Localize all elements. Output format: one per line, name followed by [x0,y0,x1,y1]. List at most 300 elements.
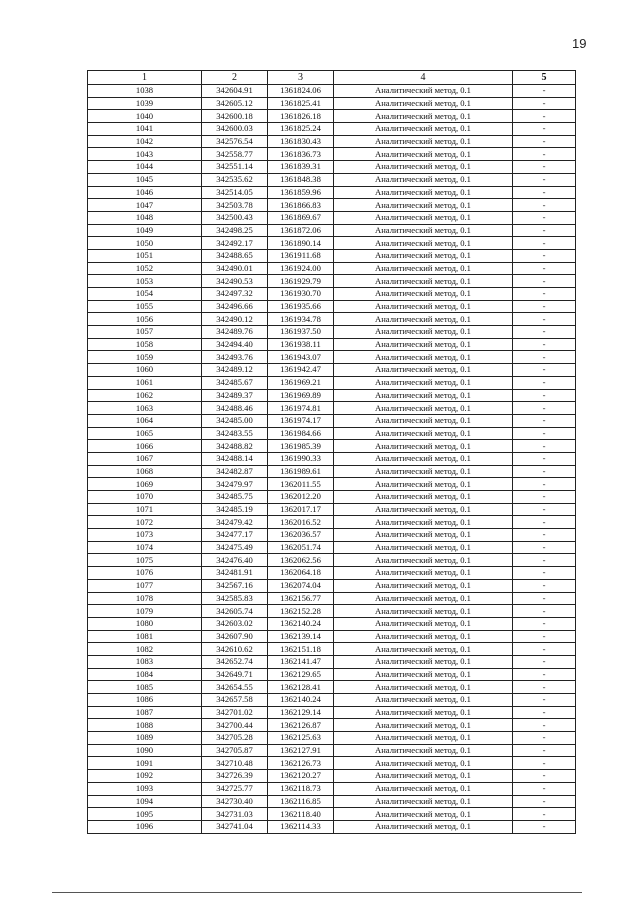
note-cell: - [513,668,576,681]
x-coordinate-cell: 342500.43 [202,211,268,224]
y-coordinate-cell: 1361934.78 [268,313,334,326]
method-cell: Аналитический метод, 0.1 [334,161,513,174]
table-row [88,782,576,795]
point-number-cell: 1092 [88,770,202,783]
x-coordinate-cell: 342604.91 [202,85,268,98]
table-row [88,465,576,478]
note-cell: - [513,440,576,453]
x-coordinate-cell: 342488.46 [202,402,268,415]
table-row [88,643,576,656]
method-cell: Аналитический метод, 0.1 [334,668,513,681]
y-coordinate-cell: 1362118.40 [268,808,334,821]
table-row [88,427,576,440]
method-cell: Аналитический метод, 0.1 [334,541,513,554]
method-cell: Аналитический метод, 0.1 [334,478,513,491]
point-number-cell: 1083 [88,655,202,668]
y-coordinate-cell: 1362011.55 [268,478,334,491]
note-cell: - [513,364,576,377]
x-coordinate-cell: 342558.77 [202,148,268,161]
point-number-cell: 1051 [88,249,202,262]
method-cell: Аналитический метод, 0.1 [334,288,513,301]
x-coordinate-cell: 342475.49 [202,541,268,554]
method-cell: Аналитический метод, 0.1 [334,237,513,250]
table-row [88,744,576,757]
point-number-cell: 1095 [88,808,202,821]
point-number-cell: 1052 [88,262,202,275]
table-row [88,694,576,707]
point-number-cell: 1088 [88,719,202,732]
note-cell: - [513,275,576,288]
table-row [88,338,576,351]
x-coordinate-cell: 342605.12 [202,97,268,110]
note-cell: - [513,288,576,301]
note-cell: - [513,782,576,795]
x-coordinate-cell: 342551.14 [202,161,268,174]
x-coordinate-cell: 342485.75 [202,491,268,504]
point-number-cell: 1093 [88,782,202,795]
y-coordinate-cell: 1361935.66 [268,300,334,313]
table-row [88,135,576,148]
method-cell: Аналитический метод, 0.1 [334,414,513,427]
y-coordinate-cell: 1361937.50 [268,326,334,339]
note-cell: - [513,732,576,745]
table-row [88,326,576,339]
note-cell: - [513,820,576,833]
method-cell: Аналитический метод, 0.1 [334,744,513,757]
point-number-cell: 1056 [88,313,202,326]
y-coordinate-cell: 1361824.06 [268,85,334,98]
note-cell: - [513,770,576,783]
table-row [88,605,576,618]
table-row [88,211,576,224]
point-number-cell: 1074 [88,541,202,554]
x-coordinate-cell: 342485.67 [202,376,268,389]
table-row [88,592,576,605]
y-coordinate-cell: 1362151.18 [268,643,334,656]
method-cell: Аналитический метод, 0.1 [334,148,513,161]
table-row [88,249,576,262]
x-coordinate-cell: 342654.55 [202,681,268,694]
x-coordinate-cell: 342700.44 [202,719,268,732]
note-cell: - [513,503,576,516]
method-cell: Аналитический метод, 0.1 [334,300,513,313]
note-cell: - [513,389,576,402]
table-row [88,529,576,542]
method-cell: Аналитический метод, 0.1 [334,820,513,833]
point-number-cell: 1061 [88,376,202,389]
y-coordinate-cell: 1362140.24 [268,617,334,630]
note-cell: - [513,110,576,123]
y-coordinate-cell: 1361969.89 [268,389,334,402]
method-cell: Аналитический метод, 0.1 [334,97,513,110]
note-cell: - [513,161,576,174]
table-row [88,770,576,783]
y-coordinate-cell: 1361924.00 [268,262,334,275]
point-number-cell: 1089 [88,732,202,745]
y-coordinate-cell: 1361974.81 [268,402,334,415]
point-number-cell: 1049 [88,224,202,237]
point-number-cell: 1068 [88,465,202,478]
note-cell: - [513,262,576,275]
point-number-cell: 1053 [88,275,202,288]
x-coordinate-cell: 342498.25 [202,224,268,237]
table-row [88,681,576,694]
method-cell: Аналитический метод, 0.1 [334,364,513,377]
y-coordinate-cell: 1361990.33 [268,452,334,465]
note-cell: - [513,199,576,212]
point-number-cell: 1090 [88,744,202,757]
x-coordinate-cell: 342496.66 [202,300,268,313]
table-row [88,199,576,212]
note-cell: - [513,97,576,110]
y-coordinate-cell: 1362129.65 [268,668,334,681]
header-col-5: 5 [513,71,576,85]
table-row [88,554,576,567]
table-row [88,808,576,821]
method-cell: Аналитический метод, 0.1 [334,452,513,465]
point-number-cell: 1045 [88,173,202,186]
table-row [88,262,576,275]
x-coordinate-cell: 342497.32 [202,288,268,301]
point-number-cell: 1054 [88,288,202,301]
point-number-cell: 1044 [88,161,202,174]
x-coordinate-cell: 342490.12 [202,313,268,326]
x-coordinate-cell: 342535.62 [202,173,268,186]
point-number-cell: 1080 [88,617,202,630]
point-number-cell: 1096 [88,820,202,833]
x-coordinate-cell: 342605.74 [202,605,268,618]
method-cell: Аналитический метод, 0.1 [334,440,513,453]
y-coordinate-cell: 1362074.04 [268,579,334,592]
x-coordinate-cell: 342490.01 [202,262,268,275]
note-cell: - [513,313,576,326]
table-row [88,85,576,98]
y-coordinate-cell: 1361930.70 [268,288,334,301]
y-coordinate-cell: 1362016.52 [268,516,334,529]
y-coordinate-cell: 1361938.11 [268,338,334,351]
x-coordinate-cell: 342600.18 [202,110,268,123]
y-coordinate-cell: 1361985.39 [268,440,334,453]
x-coordinate-cell: 342603.02 [202,617,268,630]
x-coordinate-cell: 342493.76 [202,351,268,364]
y-coordinate-cell: 1362139.14 [268,630,334,643]
note-cell: - [513,592,576,605]
y-coordinate-cell: 1362156.77 [268,592,334,605]
point-number-cell: 1069 [88,478,202,491]
point-number-cell: 1047 [88,199,202,212]
point-number-cell: 1073 [88,529,202,542]
y-coordinate-cell: 1362017.17 [268,503,334,516]
note-cell: - [513,795,576,808]
table-row [88,795,576,808]
table-row [88,757,576,770]
y-coordinate-cell: 1362012.20 [268,491,334,504]
note-cell: - [513,211,576,224]
point-number-cell: 1077 [88,579,202,592]
point-number-cell: 1063 [88,402,202,415]
table-header-row [88,71,576,85]
x-coordinate-cell: 342725.77 [202,782,268,795]
note-cell: - [513,300,576,313]
method-cell: Аналитический метод, 0.1 [334,402,513,415]
header-col-1: 1 [88,71,202,85]
y-coordinate-cell: 1361890.14 [268,237,334,250]
note-cell: - [513,643,576,656]
x-coordinate-cell: 342485.00 [202,414,268,427]
note-cell: - [513,694,576,707]
x-coordinate-cell: 342494.40 [202,338,268,351]
y-coordinate-cell: 1361984.66 [268,427,334,440]
x-coordinate-cell: 342488.14 [202,452,268,465]
note-cell: - [513,338,576,351]
point-number-cell: 1065 [88,427,202,440]
note-cell: - [513,554,576,567]
note-cell: - [513,757,576,770]
method-cell: Аналитический метод, 0.1 [334,579,513,592]
point-number-cell: 1064 [88,414,202,427]
y-coordinate-cell: 1361826.18 [268,110,334,123]
table-row [88,313,576,326]
coordinates-table [87,70,576,834]
note-cell: - [513,85,576,98]
table-row [88,376,576,389]
header-col-2: 2 [202,71,268,85]
x-coordinate-cell: 342479.97 [202,478,268,491]
method-cell: Аналитический метод, 0.1 [334,465,513,478]
point-number-cell: 1084 [88,668,202,681]
method-cell: Аналитический метод, 0.1 [334,262,513,275]
y-coordinate-cell: 1362141.47 [268,655,334,668]
table-row [88,452,576,465]
note-cell: - [513,744,576,757]
note-cell: - [513,376,576,389]
method-cell: Аналитический метод, 0.1 [334,782,513,795]
table-row [88,161,576,174]
note-cell: - [513,605,576,618]
point-number-cell: 1060 [88,364,202,377]
method-cell: Аналитический метод, 0.1 [334,643,513,656]
point-number-cell: 1041 [88,123,202,136]
method-cell: Аналитический метод, 0.1 [334,694,513,707]
note-cell: - [513,808,576,821]
note-cell: - [513,579,576,592]
point-number-cell: 1081 [88,630,202,643]
x-coordinate-cell: 342483.55 [202,427,268,440]
y-coordinate-cell: 1361866.83 [268,199,334,212]
x-coordinate-cell: 342488.82 [202,440,268,453]
method-cell: Аналитический метод, 0.1 [334,554,513,567]
table-row [88,389,576,402]
method-cell: Аналитический метод, 0.1 [334,186,513,199]
y-coordinate-cell: 1362126.87 [268,719,334,732]
point-number-cell: 1059 [88,351,202,364]
table-row [88,516,576,529]
table-row [88,567,576,580]
table-row [88,719,576,732]
method-cell: Аналитический метод, 0.1 [334,808,513,821]
note-cell: - [513,148,576,161]
x-coordinate-cell: 342476.40 [202,554,268,567]
note-cell: - [513,249,576,262]
point-number-cell: 1050 [88,237,202,250]
y-coordinate-cell: 1362140.24 [268,694,334,707]
y-coordinate-cell: 1361836.73 [268,148,334,161]
note-cell: - [513,681,576,694]
table-row [88,478,576,491]
note-cell: - [513,427,576,440]
y-coordinate-cell: 1362062.56 [268,554,334,567]
note-cell: - [513,326,576,339]
y-coordinate-cell: 1361929.79 [268,275,334,288]
note-cell: - [513,529,576,542]
note-cell: - [513,173,576,186]
table-row [88,440,576,453]
point-number-cell: 1085 [88,681,202,694]
y-coordinate-cell: 1361830.43 [268,135,334,148]
x-coordinate-cell: 342607.90 [202,630,268,643]
y-coordinate-cell: 1361848.38 [268,173,334,186]
y-coordinate-cell: 1361839.31 [268,161,334,174]
x-coordinate-cell: 342489.12 [202,364,268,377]
note-cell: - [513,541,576,554]
y-coordinate-cell: 1361989.61 [268,465,334,478]
method-cell: Аналитический метод, 0.1 [334,313,513,326]
x-coordinate-cell: 342485.19 [202,503,268,516]
note-cell: - [513,135,576,148]
point-number-cell: 1067 [88,452,202,465]
y-coordinate-cell: 1362064.18 [268,567,334,580]
note-cell: - [513,655,576,668]
table-row [88,364,576,377]
note-cell: - [513,706,576,719]
x-coordinate-cell: 342481.91 [202,567,268,580]
note-cell: - [513,452,576,465]
note-cell: - [513,465,576,478]
y-coordinate-cell: 1361943.07 [268,351,334,364]
x-coordinate-cell: 342710.48 [202,757,268,770]
footer-rule [52,892,582,893]
y-coordinate-cell: 1362114.33 [268,820,334,833]
method-cell: Аналитический метод, 0.1 [334,224,513,237]
y-coordinate-cell: 1361869.67 [268,211,334,224]
method-cell: Аналитический метод, 0.1 [334,719,513,732]
x-coordinate-cell: 342488.65 [202,249,268,262]
y-coordinate-cell: 1362036.57 [268,529,334,542]
x-coordinate-cell: 342730.40 [202,795,268,808]
note-cell: - [513,630,576,643]
table-body [88,85,576,834]
y-coordinate-cell: 1361825.24 [268,123,334,136]
point-number-cell: 1048 [88,211,202,224]
point-number-cell: 1087 [88,706,202,719]
table-row [88,491,576,504]
method-cell: Аналитический метод, 0.1 [334,123,513,136]
table-row [88,655,576,668]
x-coordinate-cell: 342701.02 [202,706,268,719]
table-row [88,579,576,592]
note-cell: - [513,567,576,580]
x-coordinate-cell: 342567.16 [202,579,268,592]
y-coordinate-cell: 1361974.17 [268,414,334,427]
y-coordinate-cell: 1362116.85 [268,795,334,808]
note-cell: - [513,123,576,136]
method-cell: Аналитический метод, 0.1 [334,275,513,288]
method-cell: Аналитический метод, 0.1 [334,770,513,783]
table-row [88,617,576,630]
table-row [88,237,576,250]
table-row [88,186,576,199]
table-row [88,224,576,237]
point-number-cell: 1040 [88,110,202,123]
point-number-cell: 1039 [88,97,202,110]
note-cell: - [513,351,576,364]
note-cell: - [513,414,576,427]
note-cell: - [513,719,576,732]
method-cell: Аналитический метод, 0.1 [334,199,513,212]
x-coordinate-cell: 342503.78 [202,199,268,212]
method-cell: Аналитический метод, 0.1 [334,135,513,148]
point-number-cell: 1076 [88,567,202,580]
note-cell: - [513,491,576,504]
point-number-cell: 1094 [88,795,202,808]
x-coordinate-cell: 342726.39 [202,770,268,783]
y-coordinate-cell: 1361969.21 [268,376,334,389]
table-row [88,351,576,364]
method-cell: Аналитический метод, 0.1 [334,732,513,745]
method-cell: Аналитический метод, 0.1 [334,211,513,224]
x-coordinate-cell: 342482.87 [202,465,268,478]
method-cell: Аналитический метод, 0.1 [334,338,513,351]
table-row [88,630,576,643]
method-cell: Аналитический метод, 0.1 [334,757,513,770]
table-row [88,300,576,313]
x-coordinate-cell: 342479.42 [202,516,268,529]
table-row [88,110,576,123]
header-col-4: 4 [334,71,513,85]
y-coordinate-cell: 1361872.06 [268,224,334,237]
x-coordinate-cell: 342492.17 [202,237,268,250]
note-cell: - [513,186,576,199]
table-row [88,97,576,110]
method-cell: Аналитический метод, 0.1 [334,516,513,529]
x-coordinate-cell: 342600.03 [202,123,268,136]
y-coordinate-cell: 1361859.96 [268,186,334,199]
table-row [88,541,576,554]
method-cell: Аналитический метод, 0.1 [334,706,513,719]
table-row [88,668,576,681]
method-cell: Аналитический метод, 0.1 [334,110,513,123]
y-coordinate-cell: 1361911.68 [268,249,334,262]
point-number-cell: 1057 [88,326,202,339]
note-cell: - [513,224,576,237]
method-cell: Аналитический метод, 0.1 [334,351,513,364]
method-cell: Аналитический метод, 0.1 [334,173,513,186]
y-coordinate-cell: 1362128.41 [268,681,334,694]
method-cell: Аналитический метод, 0.1 [334,326,513,339]
point-number-cell: 1091 [88,757,202,770]
point-number-cell: 1058 [88,338,202,351]
x-coordinate-cell: 342741.04 [202,820,268,833]
page-number: 19 [572,36,587,51]
table-row [88,288,576,301]
table-row [88,275,576,288]
point-number-cell: 1043 [88,148,202,161]
y-coordinate-cell: 1361942.47 [268,364,334,377]
method-cell: Аналитический метод, 0.1 [334,503,513,516]
table-row [88,503,576,516]
method-cell: Аналитический метод, 0.1 [334,427,513,440]
table-row [88,148,576,161]
